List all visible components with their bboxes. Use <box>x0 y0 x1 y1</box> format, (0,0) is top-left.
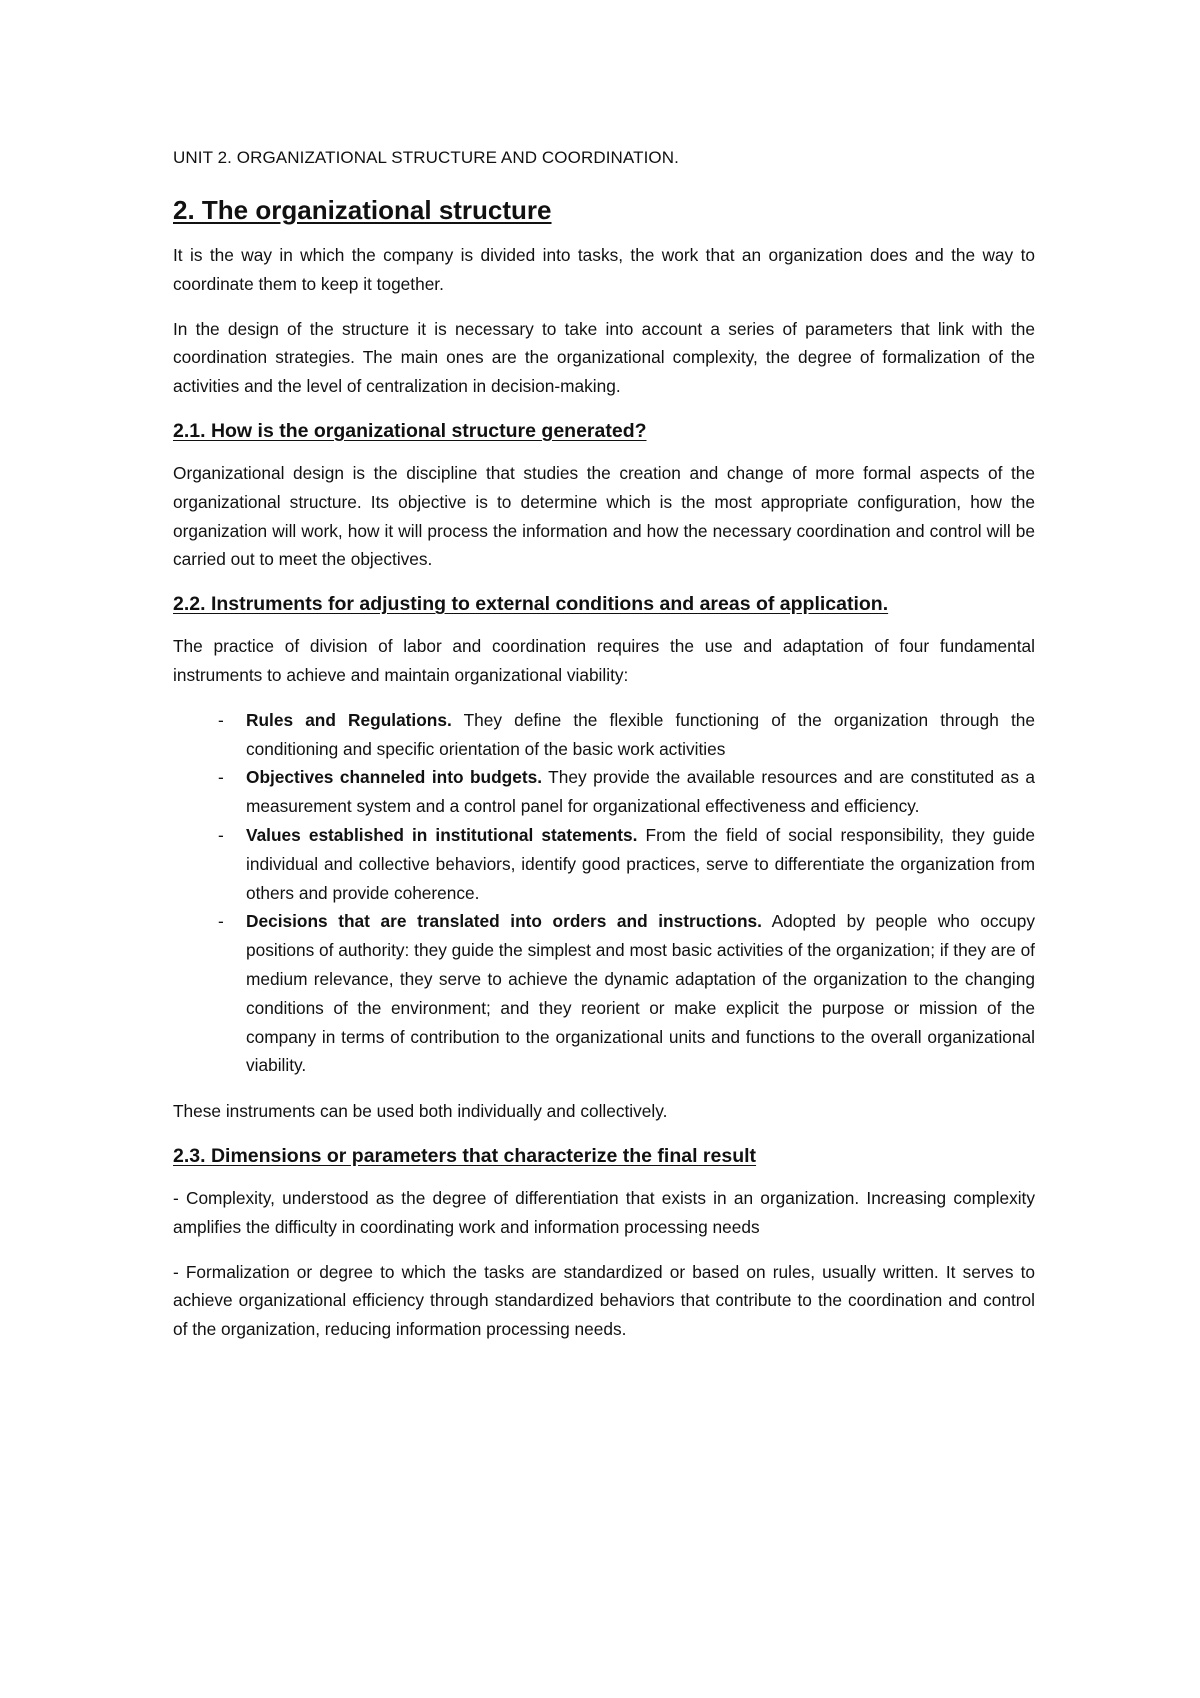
list-item <box>173 907 1035 1080</box>
list-item-text: They provide the available resources and are constituted as a measurement system and a control panel for organizational effectiveness and efficiency. <box>246 767 1035 817</box>
section-heading: 2. The organizational structure <box>173 195 552 225</box>
subsection-heading-2-1: 2.1. How is the organizational structure generated? <box>173 419 647 442</box>
unit-title: UNIT 2. ORGANIZATIONAL STRUCTURE AND COORDINATION. <box>173 148 679 167</box>
subsection-heading-2-2: 2.2. Instruments for adjusting to external conditions and areas of application. <box>173 593 889 616</box>
subsection-2-3-paragraph-1: - Complexity, understood as the degree of differentiation that exists in an organization. Increasing complexity amplifies the difficulty in coordinating work and information processing needs <box>173 1187 1035 1237</box>
list-item-text: Adopted by people who occupy positions of authority: they guide the simplest and most basic activities of the organization; if they are of medium relevance, they serve to achieve the dynamic adaptation of the organization to the changing conditions of the environment; and they reorient or make explicit the purpose or mission of the company in terms of contribution to the organizational units and functions to the overall organizational viability. <box>246 911 1035 1076</box>
subsection-2-1-paragraph: Organizational design is the discipline that studies the creation and change of more formal aspects of the organizational structure. Its objective is to determine which is the most appropriate configuration, how the organization will work, how it will process the information and how the necessary coordination and control will be carried out to meet the objectives. <box>173 462 1035 570</box>
bullet-dash: - <box>218 767 224 788</box>
subsection-2-2-intro: The practice of division of labor and coordination requires the use and adaptation of four fundamental instruments to achieve and maintain organizational viability: <box>173 636 1035 685</box>
list-item <box>173 706 1035 764</box>
subsection-2-2-closing: These instruments can be used both individually and collectively. <box>173 1101 668 1122</box>
bullet-dash: - <box>218 911 224 932</box>
list-item-title: Objectives channeled into budgets. <box>246 767 542 788</box>
list-item-title: Values established in institutional statements. <box>246 824 638 845</box>
subsection-2-3-paragraph-2: - Formalization or degree to which the tasks are standardized or based on rules, usually written. It serves to achieve organizational efficiency through standardized behaviors that contribute to the coordination and control of the organization, reducing information processing needs. <box>173 1261 1035 1340</box>
list-item-text: From the field of social responsibility, they guide individual and collective behaviors, identify good practices, serve to differentiate the organization from others and provide coherence. <box>246 824 1035 903</box>
section-paragraph-1: It is the way in which the company is divided into tasks, the work that an organization does and the way to coordinate them to keep it together. <box>173 245 1035 294</box>
bullet-dash: - <box>218 709 224 730</box>
subsection-heading-2-3: 2.3. Dimensions or parameters that characterize the final result <box>173 1144 757 1167</box>
instruments-list <box>173 706 1035 1080</box>
list-item-title: Rules and Regulations. <box>246 709 452 730</box>
section-paragraph-2: In the design of the structure it is necessary to take into account a series of parameters that link with the coordination strategies. The main ones are the organizational complexity, the degree of formalization of the activities and the level of centralization in decision-making. <box>173 318 1035 397</box>
list-item <box>173 821 1035 907</box>
list-item-title: Decisions that are translated into orders and instructions. <box>246 911 762 932</box>
list-item-text: They define the flexible functioning of the organization through the conditioning and specific orientation of the basic work activities <box>246 709 1035 759</box>
bullet-dash: - <box>218 824 224 845</box>
list-item <box>173 763 1035 821</box>
